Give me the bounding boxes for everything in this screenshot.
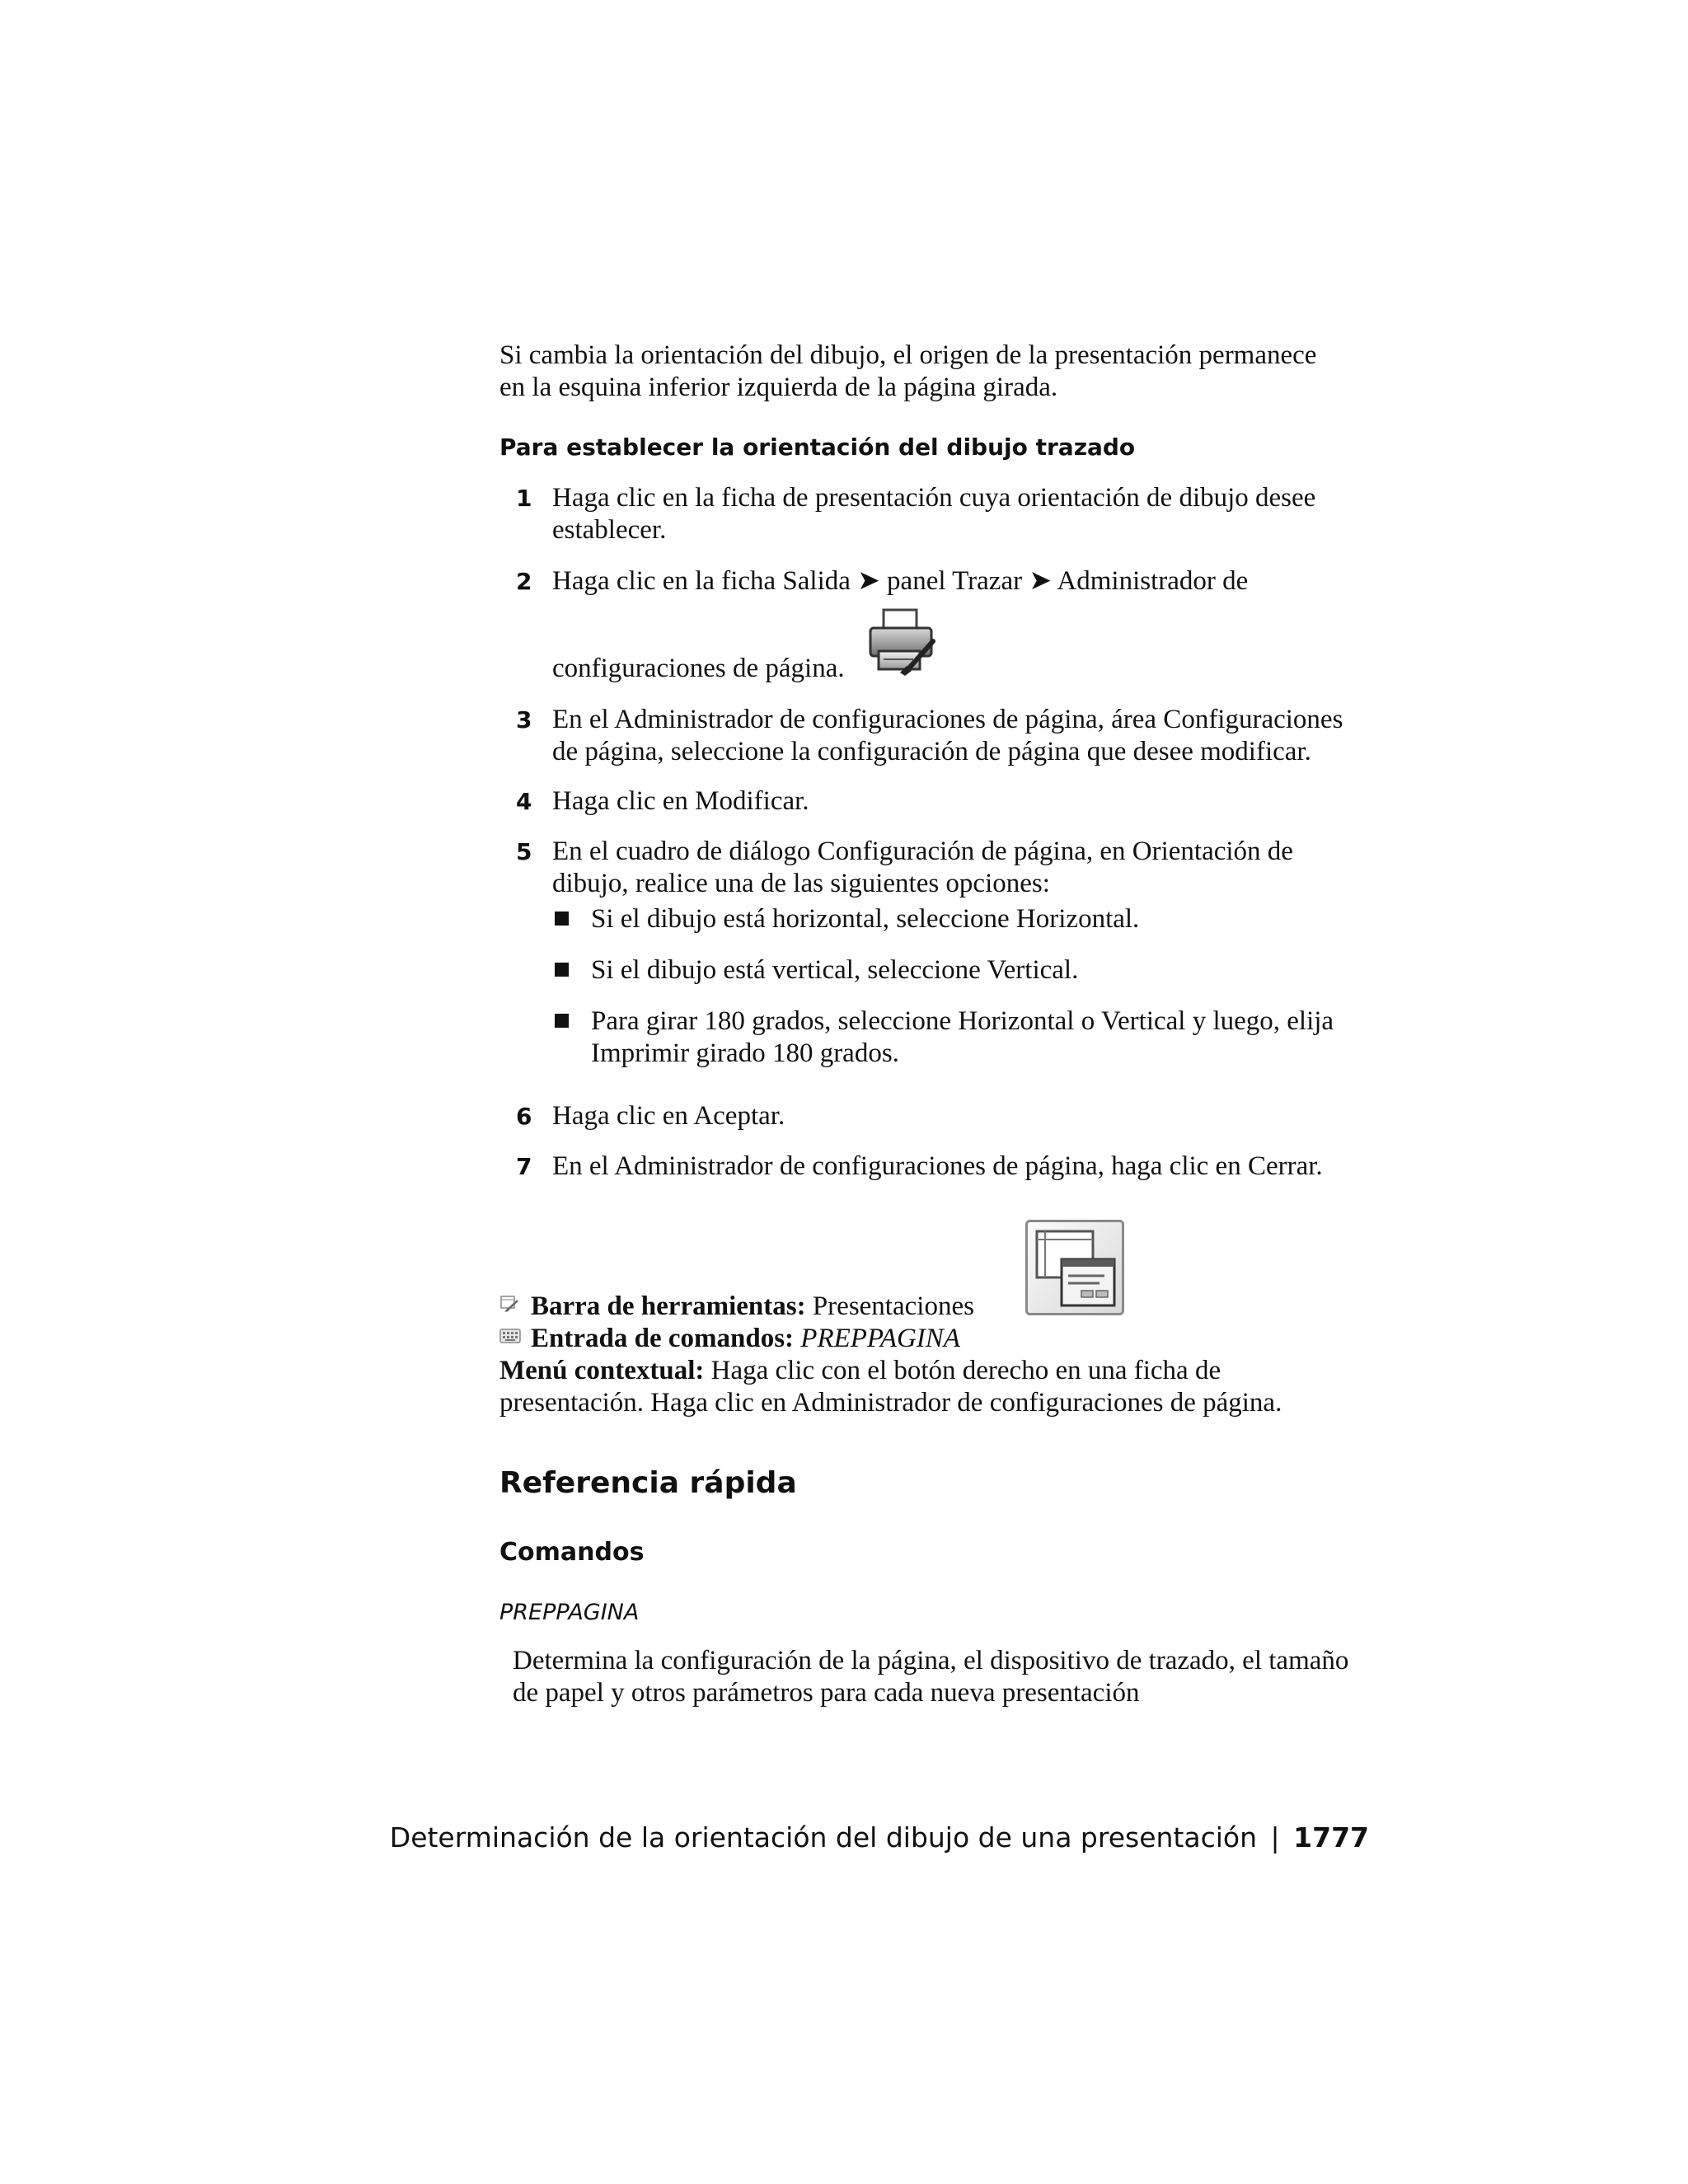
toolbar-icon [499,1294,519,1314]
toolbar-value: Presentaciones [812,1291,974,1321]
step-number: 1 [516,485,532,512]
command-description-line-2: de papel y otros parámetros para cada nueva presentación [513,1678,1140,1708]
page-setup-dialog-icon [1025,1220,1124,1315]
page-footer [390,1821,1369,1854]
step-text: Haga clic en la ficha de presentación cuya orientación de dibujo desee [552,483,1316,513]
step-number: 4 [516,788,532,815]
bullet-text: Para girar 180 grados, seleccione Horizontal o Vertical y luego, elija [591,1006,1334,1036]
footer-title: Determinación de la orientación del dibujo de una presentación [389,1821,1258,1854]
keyboard-icon [499,1329,521,1343]
command-name: PREPPAGINA [499,1600,640,1625]
step-text: dibujo, realice una de las siguientes opciones: [552,869,1050,898]
context-text: Haga clic con el botón derecho en una ficha de [710,1356,1221,1385]
bullet-square [555,963,569,977]
command-access-line [531,1323,960,1355]
command-value: PREPPAGINA [800,1324,960,1353]
toolbar-label: Barra de herramientas: [531,1291,806,1321]
bullet-square [555,912,569,926]
command-description-line-1: Determina la configuración de la página, el dispositivo de trazado, el tamaño [513,1646,1349,1675]
step-text: Haga clic en la ficha Salida ➤ panel Trazar ➤ Administrador de [552,566,1249,596]
procedure-title: Para establecer la orientación del dibujo trazado [499,434,1136,461]
step-number: 7 [516,1153,532,1180]
intro-line-1: Si cambia la orientación del dibujo, el origen de la presentación permanece [499,340,1317,370]
step-text: En el Administrador de configuraciones de página, área Configuraciones [552,705,1343,734]
step-number: 5 [516,838,532,865]
intro-line-2: en la esquina inferior izquierda de la página girada. [499,373,1058,402]
quick-reference-heading: Referencia rápida [499,1466,797,1500]
bullet-text: Si el dibujo está horizontal, seleccione Horizontal. [591,904,1140,934]
context-line-2: presentación. Haga clic en Administrador de configuraciones de página. [499,1388,1282,1418]
step-text: En el cuadro de diálogo Configuración de página, en Orientación de [552,837,1293,866]
context-access-line [499,1355,1221,1387]
toolbar-access-line [531,1291,974,1323]
context-label: Menú contextual: [499,1356,705,1385]
step-text: de página, seleccione la configuración de página que desee modificar. [552,737,1311,766]
bullet-square [555,1014,569,1028]
command-label: Entrada de comandos: [531,1324,795,1353]
step-number: 3 [516,706,532,733]
step-text: En el Administrador de configuraciones de página, haga clic en Cerrar. [552,1151,1323,1181]
page-number: 1777 [1293,1821,1369,1854]
step-text: configuraciones de página. [552,654,845,683]
bullet-text: Imprimir girado 180 grados. [591,1038,899,1068]
bullet-text: Si el dibujo está vertical, seleccione Vertical. [591,955,1079,985]
footer-separator: | [1270,1821,1280,1854]
step-text: Haga clic en Aceptar. [552,1101,785,1131]
step-text: establecer. [552,515,667,545]
printer-brush-icon [867,608,936,676]
step-number: 2 [516,568,532,595]
commands-subheading: Comandos [499,1538,645,1567]
step-text: Haga clic en Modificar. [552,786,809,816]
step-number: 6 [516,1103,532,1130]
